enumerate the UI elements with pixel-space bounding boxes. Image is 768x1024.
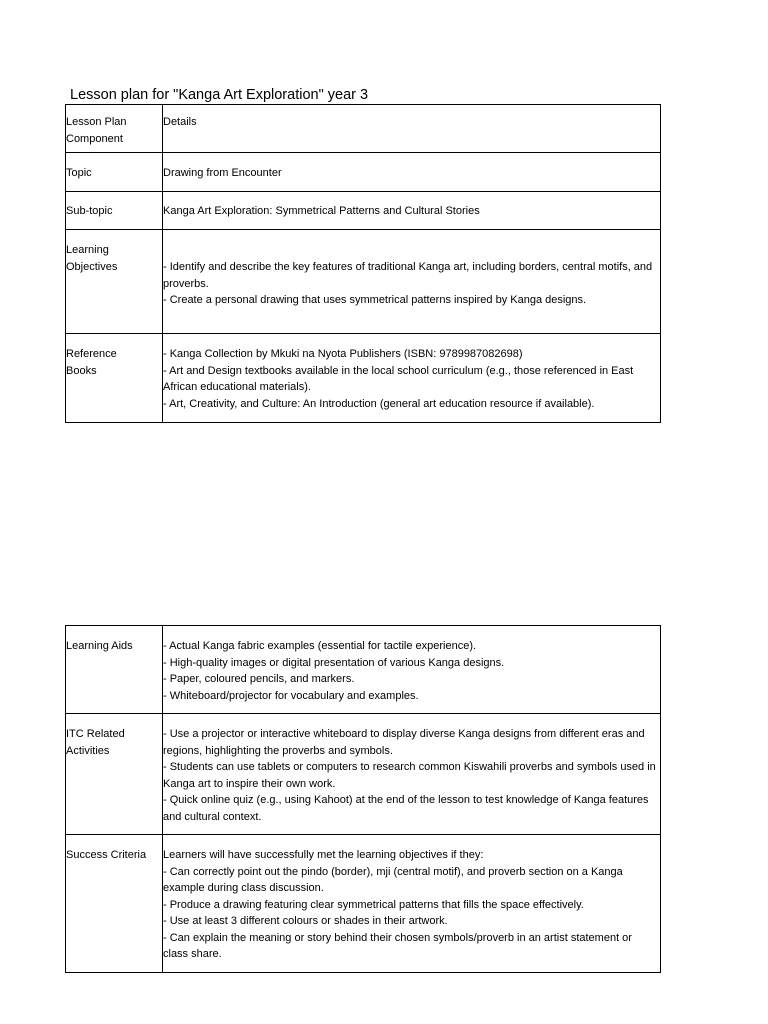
detail-line: - Produce a drawing featuring clear symmetrical patterns that fills the space effectively.: [163, 898, 584, 911]
row-label: Sub-topic: [66, 205, 113, 217]
row-details-cell: [163, 192, 661, 230]
row-label-cell: [66, 835, 163, 973]
header-label: Lesson Plan Component: [66, 116, 127, 145]
row-label: Reference Books: [66, 348, 117, 377]
row-label: Learning Objectives: [66, 244, 118, 273]
detail-line: - Whiteboard/projector for vocabulary and examples.: [163, 689, 419, 702]
header-details: Details: [163, 116, 197, 128]
document-title: Lesson plan for "Kanga Art Exploration" year 3: [70, 87, 369, 103]
detail-line: Drawing from Encounter: [163, 167, 282, 179]
header-label-cell: [66, 105, 163, 153]
lesson-plan-table-part-1: [65, 104, 661, 423]
detail-line: - Paper, coloured pencils, and markers.: [163, 673, 355, 685]
detail-line: Learners will have successfully met the learning objectives if they:: [163, 849, 484, 861]
row-details-cell: [163, 714, 661, 835]
detail-line: - Art and Design textbooks available in the local school curriculum (e.g., those referenced in East African educational materials).: [163, 364, 634, 393]
detail-line: - Actual Kanga fabric examples (essential for tactile experience).: [163, 640, 477, 652]
detail-line: - Art, Creativity, and Culture: An Introduction (general art education resource if available).: [163, 397, 595, 410]
detail-line: - High-quality images or digital presentation of various Kanga designs.: [163, 656, 505, 669]
detail-line: - Create a personal drawing that uses symmetrical patterns inspired by Kanga designs.: [163, 294, 587, 306]
header-details-cell: [163, 105, 661, 153]
row-label-cell: [66, 153, 163, 192]
table-row-learning-aids: [66, 626, 661, 714]
detail-line: - Can explain the meaning or story behind their chosen symbols/proverb in an artist statement or class share.: [163, 931, 632, 960]
detail-line: - Kanga Collection by Mkuki na Nyota Publishers (ISBN: 9789987082698): [163, 348, 523, 360]
row-label: ITC Related Activities: [66, 728, 125, 757]
detail-line: - Quick online quiz (e.g., using Kahoot) at the end of the lesson to test knowledge of Kanga features and cultural context.: [163, 794, 649, 823]
table-row-learning-objectives: [66, 230, 661, 334]
lesson-plan-table-part-2: [65, 625, 661, 973]
row-details-cell: [163, 153, 661, 192]
row-details-cell: [163, 230, 661, 334]
table-row-topic: [66, 153, 661, 192]
table-row-reference-books: [66, 334, 661, 423]
row-details-cell: [163, 626, 661, 714]
table-row-sub-topic: [66, 192, 661, 230]
detail-line: - Identify and describe the key features of traditional Kanga art, including borders, central motifs, and proverbs.: [163, 261, 653, 290]
row-label-cell: [66, 192, 163, 230]
row-label-cell: [66, 230, 163, 334]
row-label: Success Criteria: [66, 849, 147, 861]
row-label: Topic: [66, 167, 92, 179]
row-details-cell: [163, 835, 661, 973]
row-label-cell: [66, 626, 163, 714]
row-label: Learning Aids: [66, 640, 133, 652]
table-header-row: [66, 105, 661, 153]
table-row-success-criteria: [66, 835, 661, 973]
row-label-cell: [66, 334, 163, 423]
table-row-itc-related-activities: [66, 714, 661, 835]
detail-line: - Can correctly point out the pindo (border), mji (central motif), and proverb section on a Kanga example during class discussion.: [163, 865, 623, 894]
detail-line: - Students can use tablets or computers to research common Kiswahili proverbs and symbols used in Kanga art to inspire their own work.: [163, 761, 656, 790]
detail-line: Kanga Art Exploration: Symmetrical Patterns and Cultural Stories: [163, 205, 480, 217]
detail-line: - Use at least 3 different colours or shades in their artwork.: [163, 915, 448, 927]
detail-line: - Use a projector or interactive whiteboard to display diverse Kanga designs from different eras and regions, highlighting the proverbs and symbols.: [163, 728, 645, 757]
row-label-cell: [66, 714, 163, 835]
row-details-cell: [163, 334, 661, 423]
